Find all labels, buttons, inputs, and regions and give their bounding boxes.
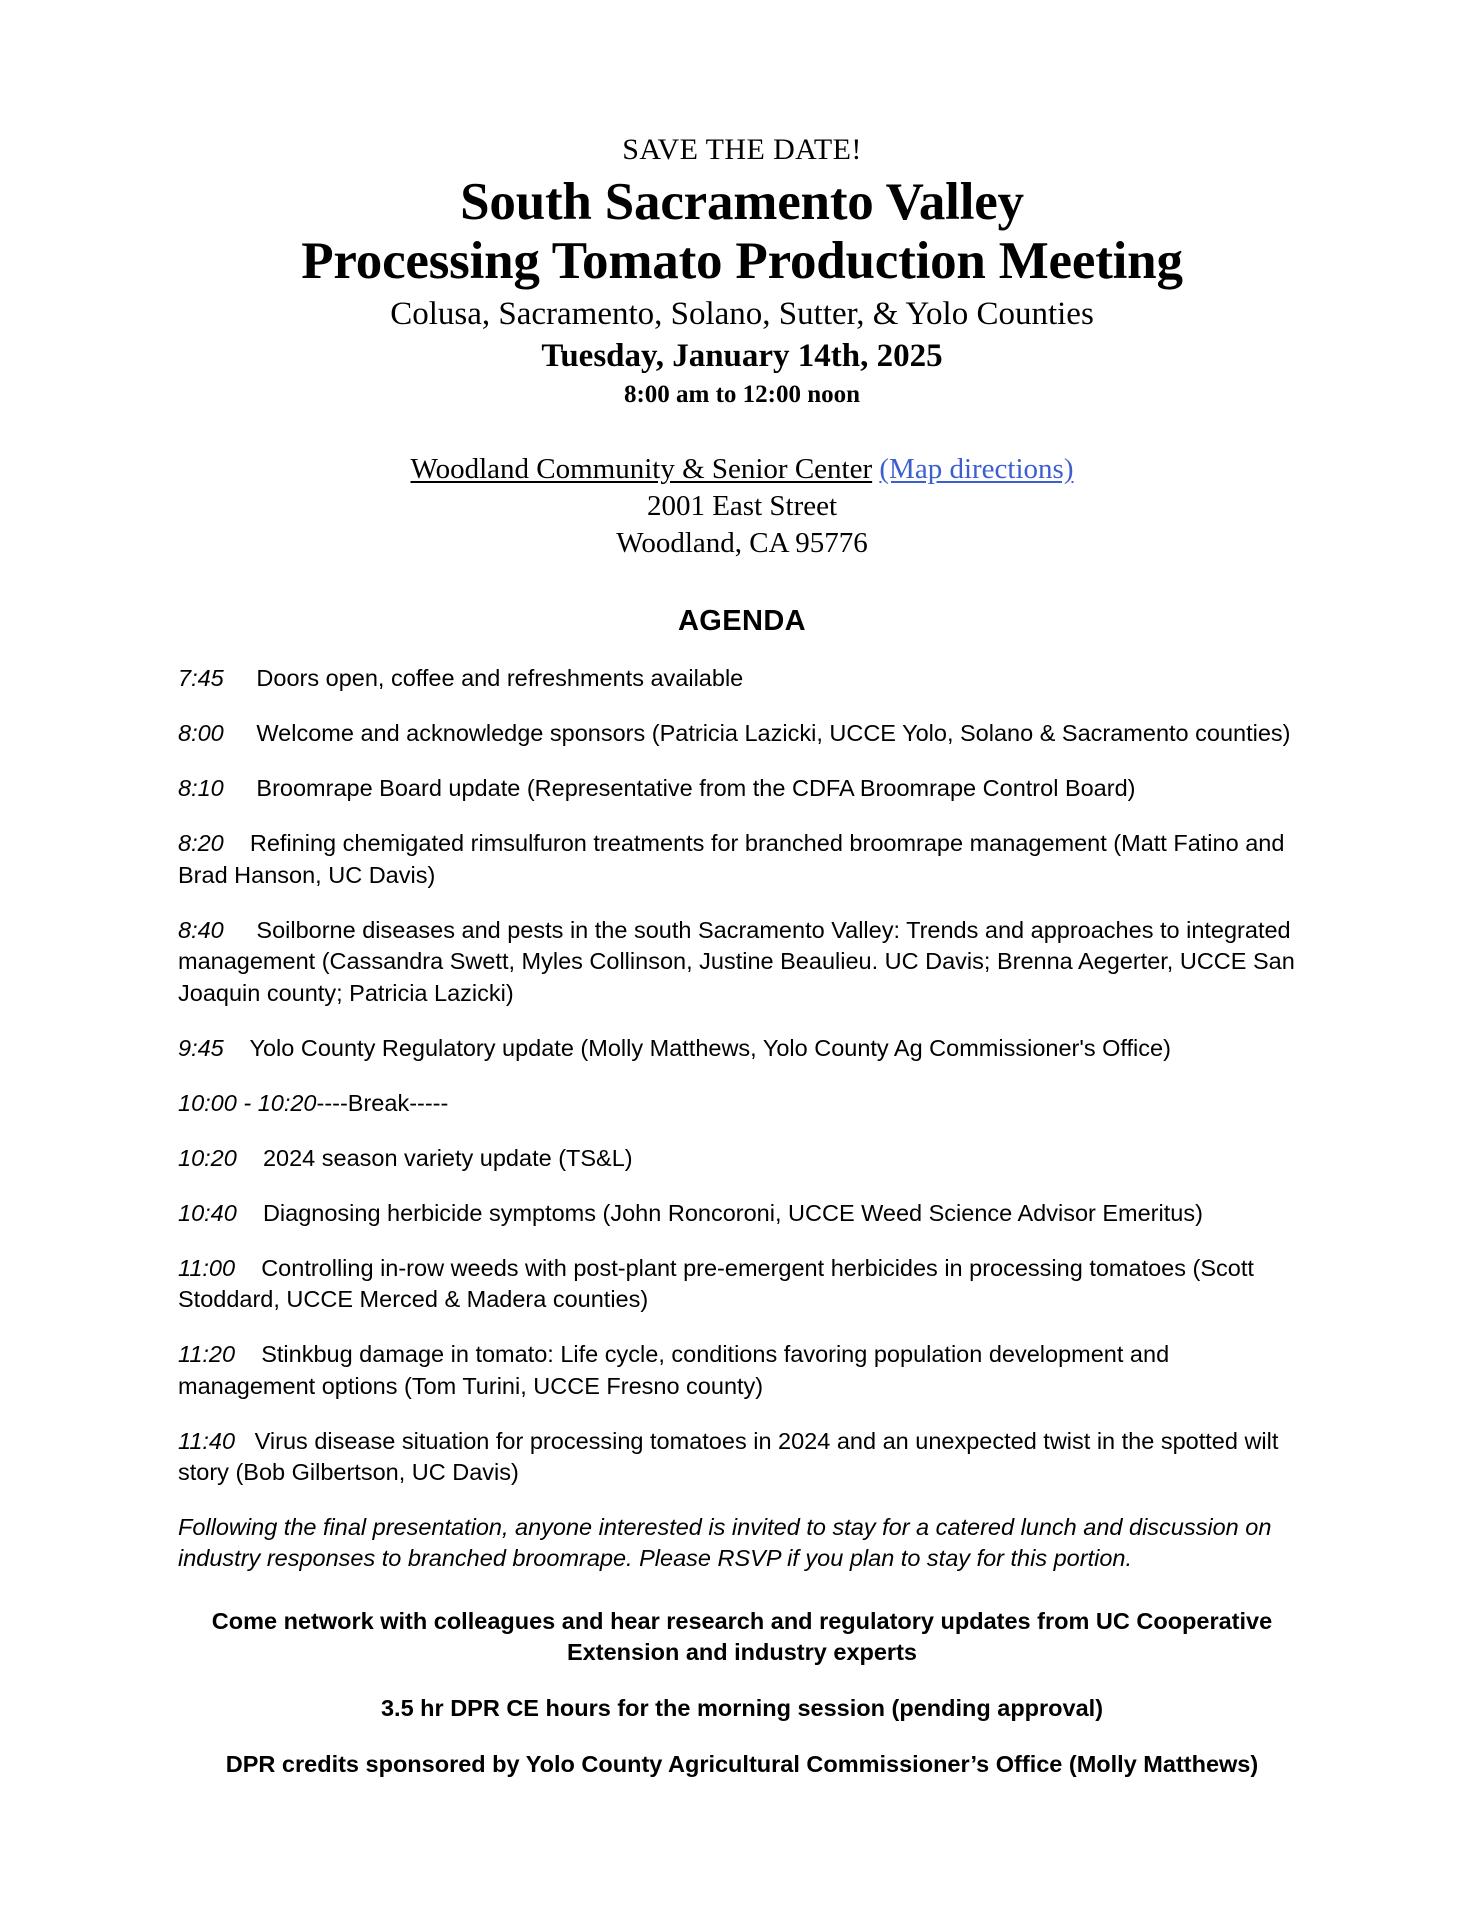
- agenda-item-description: Yolo County Regulatory update (Molly Matthews, Yolo County Ag Commissioner's Office): [249, 1034, 1171, 1061]
- agenda-item-gap: [235, 1428, 255, 1454]
- agenda-item-gap: [237, 1200, 263, 1226]
- agenda-item: [178, 663, 1308, 695]
- agenda-item-gap: [224, 830, 250, 856]
- agenda-item-time: 8:10: [178, 775, 224, 801]
- meeting-date: Tuesday, January 14th, 2025: [541, 338, 943, 374]
- agenda-item-time: 11:40: [178, 1427, 236, 1454]
- agenda-item: [178, 1253, 1308, 1316]
- venue-block: [172, 451, 1312, 562]
- footer-block: [172, 1606, 1312, 1780]
- venue-address-line-1: 2001 East Street: [646, 490, 838, 522]
- agenda-item-description: Virus disease situation for processing tomatoes in 2024 and an unexpected twist in the spotted wilt story (Bob Gilbertson, UC Davis): [178, 1427, 1279, 1485]
- agenda-item-description: Controlling in-row weeds with post-plant pre-emergent herbicides in processing tomatoes (Scott Stoddard, UCCE Merced & Madera counties): [178, 1254, 1254, 1312]
- title-line-2: Processing Tomato Production Meeting: [301, 232, 1183, 290]
- footer-ce-hours-line: 3.5 hr DPR CE hours for the morning session (pending approval): [380, 1694, 1104, 1721]
- agenda-item: [178, 1198, 1308, 1230]
- agenda-item-gap: [224, 720, 257, 746]
- venue-name-row: [172, 451, 1312, 488]
- agenda-item-time: 8:20: [178, 830, 224, 856]
- agenda-item-description: Broomrape Board update (Representative from the CDFA Broomrape Control Board): [256, 775, 1136, 801]
- agenda-item-time: 9:45: [178, 1034, 224, 1061]
- agenda-item-description: Diagnosing herbicide symptoms (John Roncoroni, UCCE Weed Science Advisor Emeritus): [262, 1199, 1203, 1226]
- agenda-item-time: 8:00: [178, 720, 224, 746]
- agenda-item-time: 7:45: [178, 665, 224, 691]
- agenda-item-gap: [237, 1145, 263, 1171]
- closing-note: Following the final presentation, anyone interested is invited to stay for a catered lunch and discussion on industry responses to branched broomrape. Please RSVP if you plan to stay for this portion.: [178, 1513, 1272, 1571]
- venue-address-line-2: Woodland, CA 95776: [616, 527, 868, 559]
- save-the-date-label: SAVE THE DATE!: [622, 133, 862, 166]
- title-line-1: South Sacramento Valley: [460, 173, 1024, 231]
- agenda-item-gap: [224, 665, 257, 691]
- agenda-item: [178, 1426, 1308, 1489]
- agenda-heading: AGENDA: [677, 605, 807, 637]
- header-block: [172, 0, 1312, 411]
- footer-dpr-credits-line: DPR credits sponsored by Yolo County Agricultural Commissioner’s Office (Molly Matthews): [225, 1750, 1259, 1777]
- agenda-item-description: Doors open, coffee and refreshments available: [256, 665, 744, 691]
- agenda-item: [178, 1143, 1308, 1175]
- agenda-list: [172, 663, 1312, 1489]
- agenda-item: [178, 1033, 1308, 1065]
- agenda-item-description: Soilborne diseases and pests in the south Sacramento Valley: Trends and approaches to integrated management (Cassandra Swett, Myles Collinson, Justine Beaulieu. UC Davis; Brenna Aegerter, UCCE San Joaquin county; Patricia Lazicki): [178, 916, 1295, 1006]
- agenda-item: [178, 718, 1308, 750]
- agenda-item: [178, 773, 1308, 805]
- agenda-item-gap: [224, 775, 257, 801]
- agenda-item-time: 11:20: [178, 1341, 236, 1367]
- agenda-item-description: 2024 season variety update (TS&L): [262, 1144, 633, 1171]
- agenda-item-time: 11:00: [178, 1254, 236, 1281]
- agenda-item-description: ----Break-----: [316, 1089, 449, 1116]
- agenda-item-break: [178, 1088, 1308, 1120]
- agenda-item-description: Refining chemigated rimsulfuron treatments for branched broomrape management (Matt Fatino and Brad Hanson, UC Davis): [178, 830, 1285, 888]
- map-directions-link[interactable]: (Map directions): [879, 453, 1074, 485]
- agenda-item-description: Stinkbug damage in tomato: Life cycle, conditions favoring population development and management options (Tom Turini, UCCE Fresno county): [178, 1341, 1170, 1399]
- agenda-item: [178, 915, 1308, 1010]
- venue-name: Woodland Community & Senior Center: [410, 453, 873, 485]
- agenda-item: [178, 828, 1308, 891]
- agenda-item-gap: [235, 1341, 261, 1367]
- meeting-time: 8:00 am to 12:00 noon: [623, 381, 861, 408]
- agenda-item-description: Welcome and acknowledge sponsors (Patricia Lazicki, UCCE Yolo, Solano & Sacramento counties): [256, 720, 1291, 746]
- agenda-item-gap: [235, 1255, 261, 1281]
- agenda-item-time: 10:20: [178, 1144, 237, 1171]
- agenda-item: [178, 1339, 1308, 1402]
- counties-subtitle: Colusa, Sacramento, Solano, Sutter, & Yolo Counties: [390, 296, 1094, 332]
- agenda-item-time: 10:40: [178, 1199, 237, 1226]
- agenda-item-time: 8:40: [178, 916, 224, 943]
- page-title: [172, 173, 1312, 291]
- agenda-item-time: 10:00 - 10:20: [178, 1089, 317, 1116]
- agenda-item-gap: [224, 917, 257, 943]
- footer-network-line: Come network with colleagues and hear research and regulatory updates from UC Cooperative Extension and industry experts: [211, 1607, 1273, 1665]
- agenda-item-gap: [224, 1035, 250, 1061]
